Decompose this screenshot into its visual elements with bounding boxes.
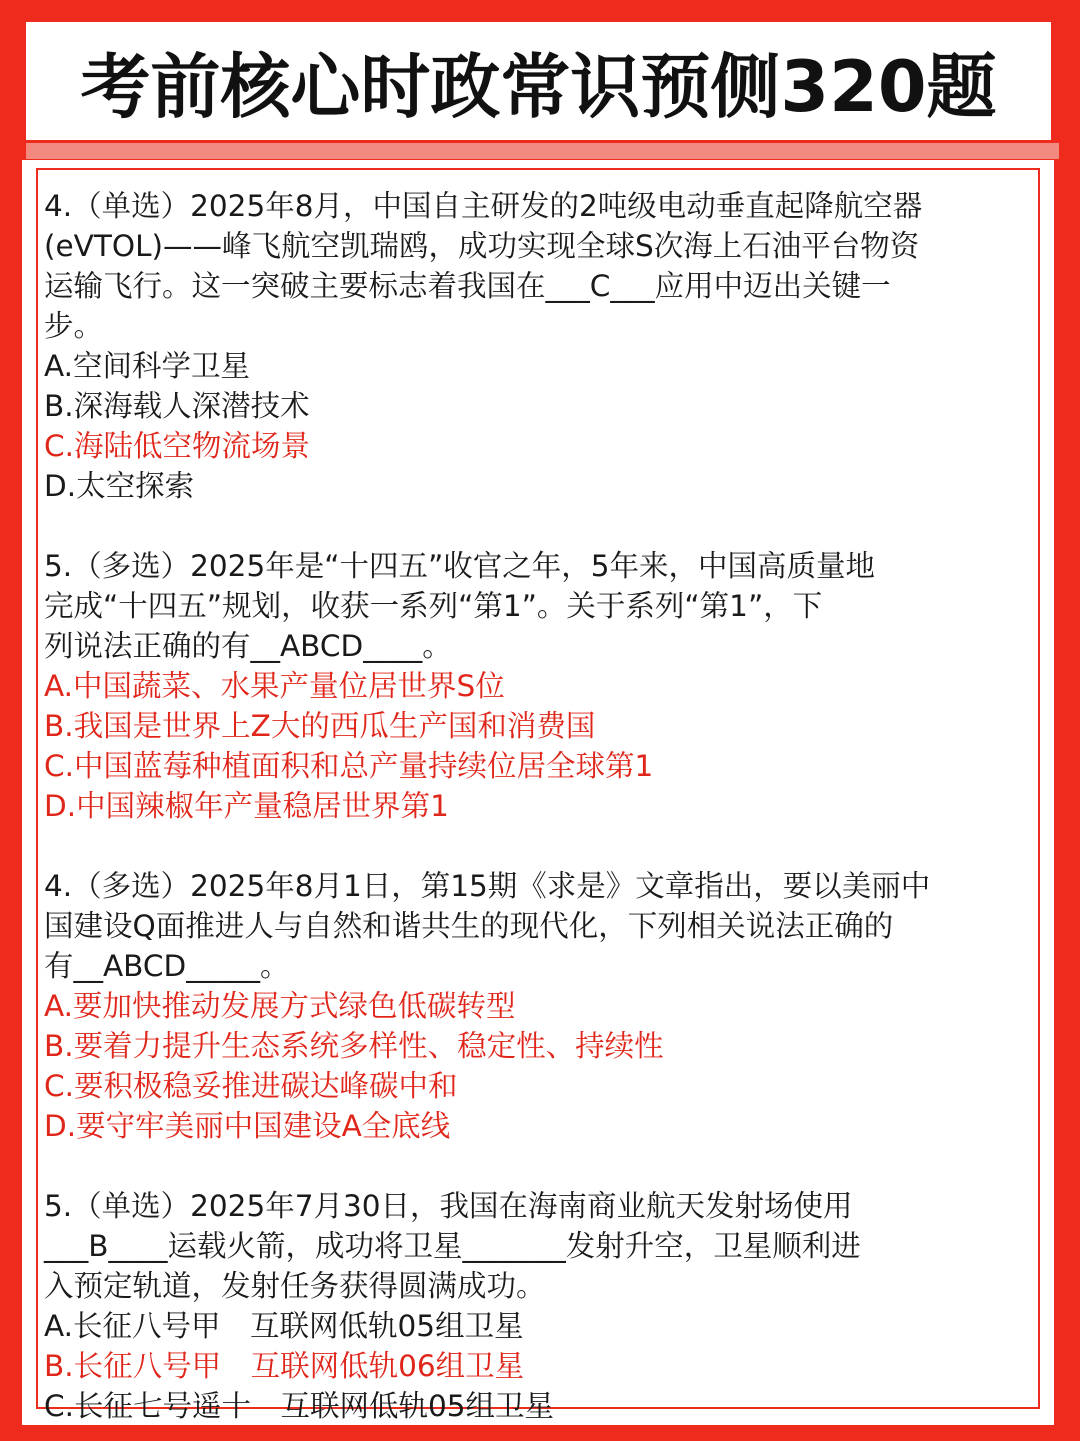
option-d-correct: D.中国辣椒年产量稳居世界第1 — [44, 789, 449, 823]
question-1 — [44, 186, 1024, 506]
question-text-line: 入预定轨道，发射任务获得圆满成功。 — [44, 1269, 546, 1303]
question-text-line: 步。 — [44, 309, 104, 343]
option-c-correct: C.海陆低空物流场景 — [44, 429, 310, 463]
option-a: A.长征八号甲 互联网低轨05组卫星 — [44, 1309, 524, 1343]
question-text-line: 运输飞行。这一突破主要标志着我国在___C___应用中迈出关键一 — [44, 269, 891, 303]
option-a: A.空间科学卫星 — [44, 349, 251, 383]
question-3 — [44, 866, 1024, 1146]
question-text-line: 国建设Q面推进人与自然和谐共生的现代化，下列相关说法正确的 — [44, 909, 894, 943]
title-underline — [26, 143, 1059, 159]
question-text-line: 4.（单选）2025年8月，中国自主研发的2吨级电动垂直起降航空器 — [44, 189, 923, 223]
option-b: B.深海载人深潜技术 — [44, 389, 310, 423]
option-b-correct: B.长征八号甲 互联网低轨06组卫星 — [44, 1349, 525, 1383]
option-a-correct: A.要加快推动发展方式绿色低碳转型 — [44, 989, 516, 1023]
question-text-line: (eVTOL)——峰飞航空凯瑞鸥，成功实现全球S次海上石油平台物资 — [44, 229, 920, 263]
option-c-correct: C.中国蓝莓种植面积和总产量持续位居全球第1 — [44, 749, 654, 783]
question-text-line: 5.（单选）2025年7月30日，我国在海南商业航天发射场使用 — [44, 1189, 853, 1223]
question-2 — [44, 546, 1024, 826]
question-text-line: 列说法正确的有__ABCD____。 — [44, 629, 452, 663]
question-list — [44, 186, 1024, 1426]
question-text-line: 有__ABCD_____。 — [44, 949, 290, 983]
question-text-line: ___B____运载火箭，成功将卫星_______发射升空，卫星顺利进 — [44, 1229, 861, 1263]
option-b-correct: B.要着力提升生态系统多样性、稳定性、持续性 — [44, 1029, 664, 1063]
page-title: 考前核心时政常识预侧320题 — [80, 45, 997, 128]
question-text-line: 4.（多选）2025年8月1日，第15期《求是》文章指出，要以美丽中 — [44, 869, 931, 903]
question-text-line: 5.（多选）2025年是“十四五”收官之年，5年来，中国高质量地 — [44, 549, 876, 583]
option-b-correct: B.我国是世界上Z大的西瓜生产国和消费国 — [44, 709, 596, 743]
option-a-correct: A.中国蔬菜、水果产量位居世界S位 — [44, 669, 505, 703]
option-d: D.太空探索 — [44, 469, 195, 503]
option-d-correct: D.要守牢美丽中国建设A全底线 — [44, 1109, 451, 1143]
question-text-line: 完成“十四五”规划，收获一系列“第1”。关于系列“第1”，下 — [44, 589, 823, 623]
option-c-correct: C.要积极稳妥推进碳达峰碳中和 — [44, 1069, 458, 1103]
option-c: C.长征七号遥十 互联网低轨05组卫星 — [44, 1389, 555, 1423]
title-box — [26, 22, 1051, 140]
question-4 — [44, 1186, 1024, 1426]
